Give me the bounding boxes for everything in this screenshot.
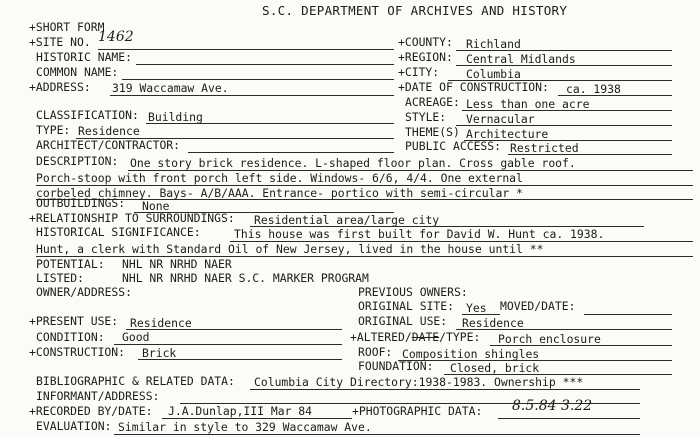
present-use-value: Residence: [130, 316, 192, 330]
public-access-line: [508, 154, 672, 155]
classification-line: [146, 123, 394, 124]
date-construction-value: ca. 1938: [566, 82, 621, 96]
style-label: STYLE:: [405, 110, 447, 124]
altered-label: [350, 331, 480, 344]
evaluation-label: EVALUATION:: [36, 419, 112, 433]
foundation-value: Closed, brick: [450, 361, 540, 375]
theme-label: THEME(S): [405, 125, 460, 139]
owner-address-label: OWNER/ADDRESS:: [36, 285, 133, 299]
public-access-value: Restricted: [510, 141, 579, 155]
address-line: [110, 95, 394, 96]
form-title: S.C. DEPARTMENT OF ARCHIVES AND HISTORY: [262, 3, 568, 18]
historic-name-line: [136, 64, 394, 65]
description-rule-3: [36, 199, 693, 200]
photographic-label: +PHOTOGRAPHIC DATA:: [352, 404, 483, 418]
evaluation-line: [114, 434, 640, 435]
type-value: Residence: [78, 124, 140, 138]
description-label: DESCRIPTION:: [36, 154, 119, 168]
architect-line: [188, 152, 394, 153]
short-form-label: +SHORT FORM: [29, 20, 105, 34]
acreage-label: ACREAGE:: [405, 95, 460, 109]
evaluation-value: Similar in style to 329 Waccamaw Ave.: [118, 420, 372, 434]
architect-label: ARCHITECT/CONTRACTOR:: [36, 138, 181, 152]
roof-value: Composition shingles: [402, 347, 540, 361]
present-use-label: +PRESENT USE:: [29, 314, 119, 328]
county-label: +COUNTY:: [398, 35, 453, 49]
present-use-line: [126, 329, 342, 330]
theme-value: Architecture: [466, 127, 549, 141]
acreage-line: [462, 110, 672, 111]
relationship-label: +RELATIONSHIP TO SURROUNDINGS:: [29, 211, 235, 225]
potential-label: POTENTIAL:: [36, 257, 105, 271]
original-use-value: Residence: [462, 316, 524, 330]
classification-value: Building: [148, 110, 203, 124]
region-label: +REGION:: [398, 50, 453, 64]
original-site-value: Yes: [466, 301, 487, 315]
common-name-line: [122, 79, 394, 80]
recorded-by-label: +RECORDED BY/DATE:: [29, 404, 153, 418]
type-label: TYPE:: [36, 123, 71, 137]
bibliographic-line: [250, 389, 640, 390]
listed-options: NHL NR NRHD NAER S.C. MARKER PROGRAM: [122, 271, 369, 285]
address-label: +ADDRESS:: [29, 80, 91, 94]
altered-date-struck: DATE: [411, 330, 440, 344]
original-use-label: ORIGINAL USE:: [358, 314, 448, 328]
site-no-value: 1462: [98, 29, 134, 45]
historic-name-label: HISTORIC NAME:: [36, 50, 133, 64]
photographic-line: [498, 418, 640, 419]
construction-label: +CONSTRUCTION:: [29, 345, 126, 359]
construction-value: Brick: [142, 346, 177, 360]
previous-owners-label: PREVIOUS OWNERS:: [358, 285, 468, 299]
altered-value: Porch enclosure: [498, 332, 601, 346]
roof-label: ROOF:: [358, 345, 393, 359]
region-value: Central Midlands: [466, 52, 576, 66]
altered-line: [490, 345, 672, 346]
altered-label-start: +ALTERED/: [350, 330, 412, 344]
address-value: 319 Waccamaw Ave.: [112, 81, 229, 95]
recorded-by-line: [162, 418, 352, 419]
recorded-by-value: J.A.Dunlap,III Mar 84: [168, 404, 313, 418]
public-access-label: PUBLIC ACCESS:: [405, 139, 502, 153]
listed-label: LISTED:: [36, 271, 85, 285]
acreage-value: Less than one acre: [466, 97, 590, 111]
style-value: Vernacular: [466, 112, 535, 126]
bibliographic-value: Columbia City Directory:1938-1983. Ownership ***: [254, 375, 584, 389]
date-construction-label: +DATE OF CONSTRUCTION:: [398, 80, 549, 94]
style-line: [456, 125, 672, 126]
date-construction-line: [558, 95, 672, 96]
moved-date-label: MOVED/DATE:: [500, 299, 576, 313]
significance-line-2: Hunt, a clerk with Standard Oil of New Jersey, lived in the house until **: [36, 242, 544, 256]
description-line-1: One story brick residence. L-shaped floor plan. Cross gable roof.: [130, 156, 576, 170]
bibliographic-label: BIBLIOGRAPHIC & RELATED DATA:: [36, 374, 235, 388]
informant-label: INFORMANT/ADDRESS:: [36, 389, 160, 403]
outbuildings-value: None: [142, 199, 170, 213]
original-use-line: [456, 329, 672, 330]
condition-value: Good: [122, 330, 150, 344]
description-line-2: Porch-stoop with front porch left side. Windows- 6/6, 4/4. One external: [36, 171, 523, 185]
significance-label: HISTORICAL SIGNIFICANCE:: [36, 225, 201, 239]
relationship-value: Residential area/large city: [254, 213, 440, 227]
description-line-3: corbeled chimney. Bays- A/B/AAA. Entrance- portico with semi-circular *: [36, 186, 523, 200]
site-no-label: +SITE NO.: [29, 35, 91, 49]
altered-label-end: /TYPE:: [439, 330, 481, 344]
foundation-label: FOUNDATION:: [358, 359, 434, 373]
common-name-label: COMMON NAME:: [36, 65, 119, 79]
city-value: Columbia: [466, 67, 521, 81]
county-value: Richland: [466, 37, 521, 51]
photographic-value: 8.5.84 3.22: [512, 398, 593, 414]
potential-options: NHL NR NRHD NAER: [122, 257, 232, 271]
region-line: [456, 65, 672, 66]
significance-line-1: This house was first built for David W. Hunt ca. 1938.: [234, 227, 605, 241]
county-line: [456, 50, 672, 51]
condition-line: [114, 344, 342, 345]
city-label: +CITY:: [398, 65, 440, 79]
original-site-label: ORIGINAL SITE:: [358, 299, 455, 313]
condition-label: CONDITION:: [36, 330, 105, 344]
site-no-line: [98, 49, 394, 50]
original-site-line: [462, 314, 500, 315]
classification-label: CLASSIFICATION:: [36, 108, 139, 122]
construction-line: [138, 359, 342, 360]
outbuildings-label: OUTBUILDINGS:: [36, 196, 126, 210]
moved-date-line: [584, 314, 672, 315]
